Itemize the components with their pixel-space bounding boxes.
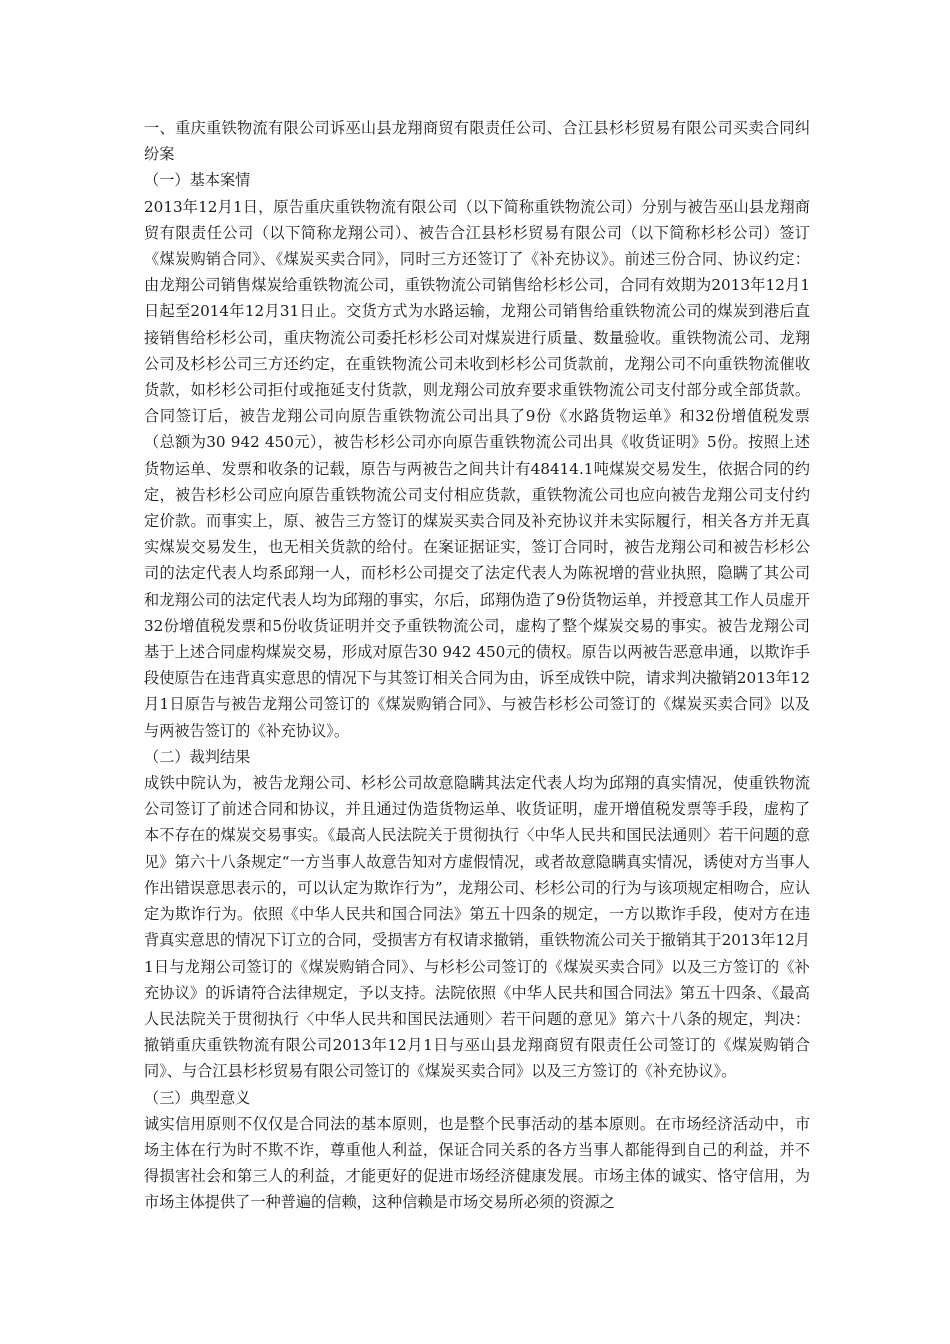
section-heading-basic-facts: （一）基本案情 [144, 171, 251, 190]
section-heading-significance: （三）典型意义 [144, 1088, 251, 1107]
section-body-significance: 诚实信用原则不仅仅是合同法的基本原则，也是整个民事活动的基本原则。在市场经济活动中，市场主体在行为时不欺不诈，尊重他人利益，保证合同关系的各方当事人都能得到自己的利益，并不得损害社会和第三人的利益，才能更好的促进市场经济健康发展。市场主体的诚实、恪守信用，为市场主体提供了一种普遍的信赖，这种信赖是市场交易所必须的资源之 [144, 1114, 810, 1212]
document-title: 一、重庆重铁物流有限公司诉巫山县龙翔商贸有限责任公司、合江县杉杉贸易有限公司买卖合同纠纷案 [144, 119, 810, 164]
section-body-judgment: 成铁中院认为，被告龙翔公司、杉杉公司故意隐瞒其法定代表人均为邱翔的真实情况，使重铁物流公司签订了前述合同和协议，并且通过伪造货物运单、收货证明，虚开增值税发票等手段，虚构了本不存在的煤炭交易事实。《最高人民法院关于贯彻执行〈中华人民共和国民法通则〉若干问题的意见》第六十八条规定“一方当事人故意告知对方虚假情况，或者故意隐瞒真实情况，诱使对方当事人作出错误意思表示的，可以认定为欺诈行为”，龙翔公司、杉杉公司的行为与该项规定相吻合，应认定为欺诈行为。依照《中华人民共和国合同法》第五十四条的规定，一方以欺诈手段，使对方在违背真实意思的情况下订立的合同，受损害方有权请求撤销，重铁物流公司关于撤销其于2013年12月1日与龙翔公司签订的《煤炭购销合同》、与杉杉公司签订的《煤炭买卖合同》以及三方签订的《补充协议》的诉请符合法律规定，予以支持。法院依照《中华人民共和国合同法》第五十四条、《最高人民法院关于贯彻执行〈中华人民共和国民法通则〉若干问题的意见》第六十八条的规定，判决：撤销重庆重铁物流有限公司2013年12月1日与巫山县龙翔商贸有限责任公司签订的《煤炭购销合同》、与合江县杉杉贸易有限公司签订的《煤炭买卖合同》以及三方签订的《补充协议》。 [144, 774, 810, 1081]
section-body-basic-facts: 2013年12月1日，原告重庆重铁物流有限公司（以下简称重铁物流公司）分别与被告巫山县龙翔商贸有限责任公司（以下简称龙翔公司）、被告合江县杉杉贸易有限公司（以下简称杉杉公司）签订《煤炭购销合同》、《煤炭买卖合同》，同时三方还签订了《补充协议》。前述三份合同、协议约定：由龙翔公司销售煤炭给重铁物流公司，重铁物流公司销售给杉杉公司，合同有效期为2013年12月1日起至2014年12月31日止。交货方式为水路运输，龙翔公司销售给重铁物流公司的煤炭到港后直接销售给杉杉公司，重庆物流公司委托杉杉公司对煤炭进行质量、数量验收。重铁物流公司、龙翔公司及杉杉公司三方还约定，在重铁物流公司未收到杉杉公司货款前，龙翔公司不向重铁物流催收货款，如杉杉公司拒付或拖延支付货款，则龙翔公司放弃要求重铁物流公司支付部分或全部货款。合同签订后，被告龙翔公司向原告重铁物流公司出具了9份《水路货物运单》和32份增值税发票（总额为30 942 450元），被告杉杉公司亦向原告重铁物流公司出具《收货证明》5份。按照上述货物运单、发票和收条的记载，原告与两被告之间共计有48414.1吨煤炭交易发生，依据合同的约定，被告杉杉公司应向原告重铁物流公司支付相应货款，重铁物流公司也应向被告龙翔公司支付约定价款。而事实上，原、被告三方签订的煤炭买卖合同及补充协议并未实际履行，相关各方并无真实煤炭交易发生，也无相关货款的给付。在案证据证实，签订合同时，被告龙翔公司和被告杉杉公司的法定代表人均系邱翔一人，而杉杉公司提交了法定代表人为陈祝增的营业执照，隐瞒了其公司和龙翔公司的法定代表人均为邱翔的事实，尔后，邱翔伪造了9份货物运单，并授意其工作人员虚开32份增值税发票和5份收货证明并交予重铁物流公司，虚构了整个煤炭交易的事实。被告龙翔公司基于上述合同虚构煤炭交易，形成对原告30 942 450元的债权。原告以两被告恶意串通，以欺诈手段使原告在违背真实意思的情况下与其签订相关合同为由，诉至成铁中院，请求判决撤销2013年12月1日原告与被告龙翔公司签订的《煤炭购销合同》、与被告杉杉公司签订的《煤炭买卖合同》以及与两被告签订的《补充协议》。 [144, 197, 810, 740]
section-heading-judgment: （二）裁判结果 [144, 747, 251, 766]
document-page [144, 115, 810, 1216]
